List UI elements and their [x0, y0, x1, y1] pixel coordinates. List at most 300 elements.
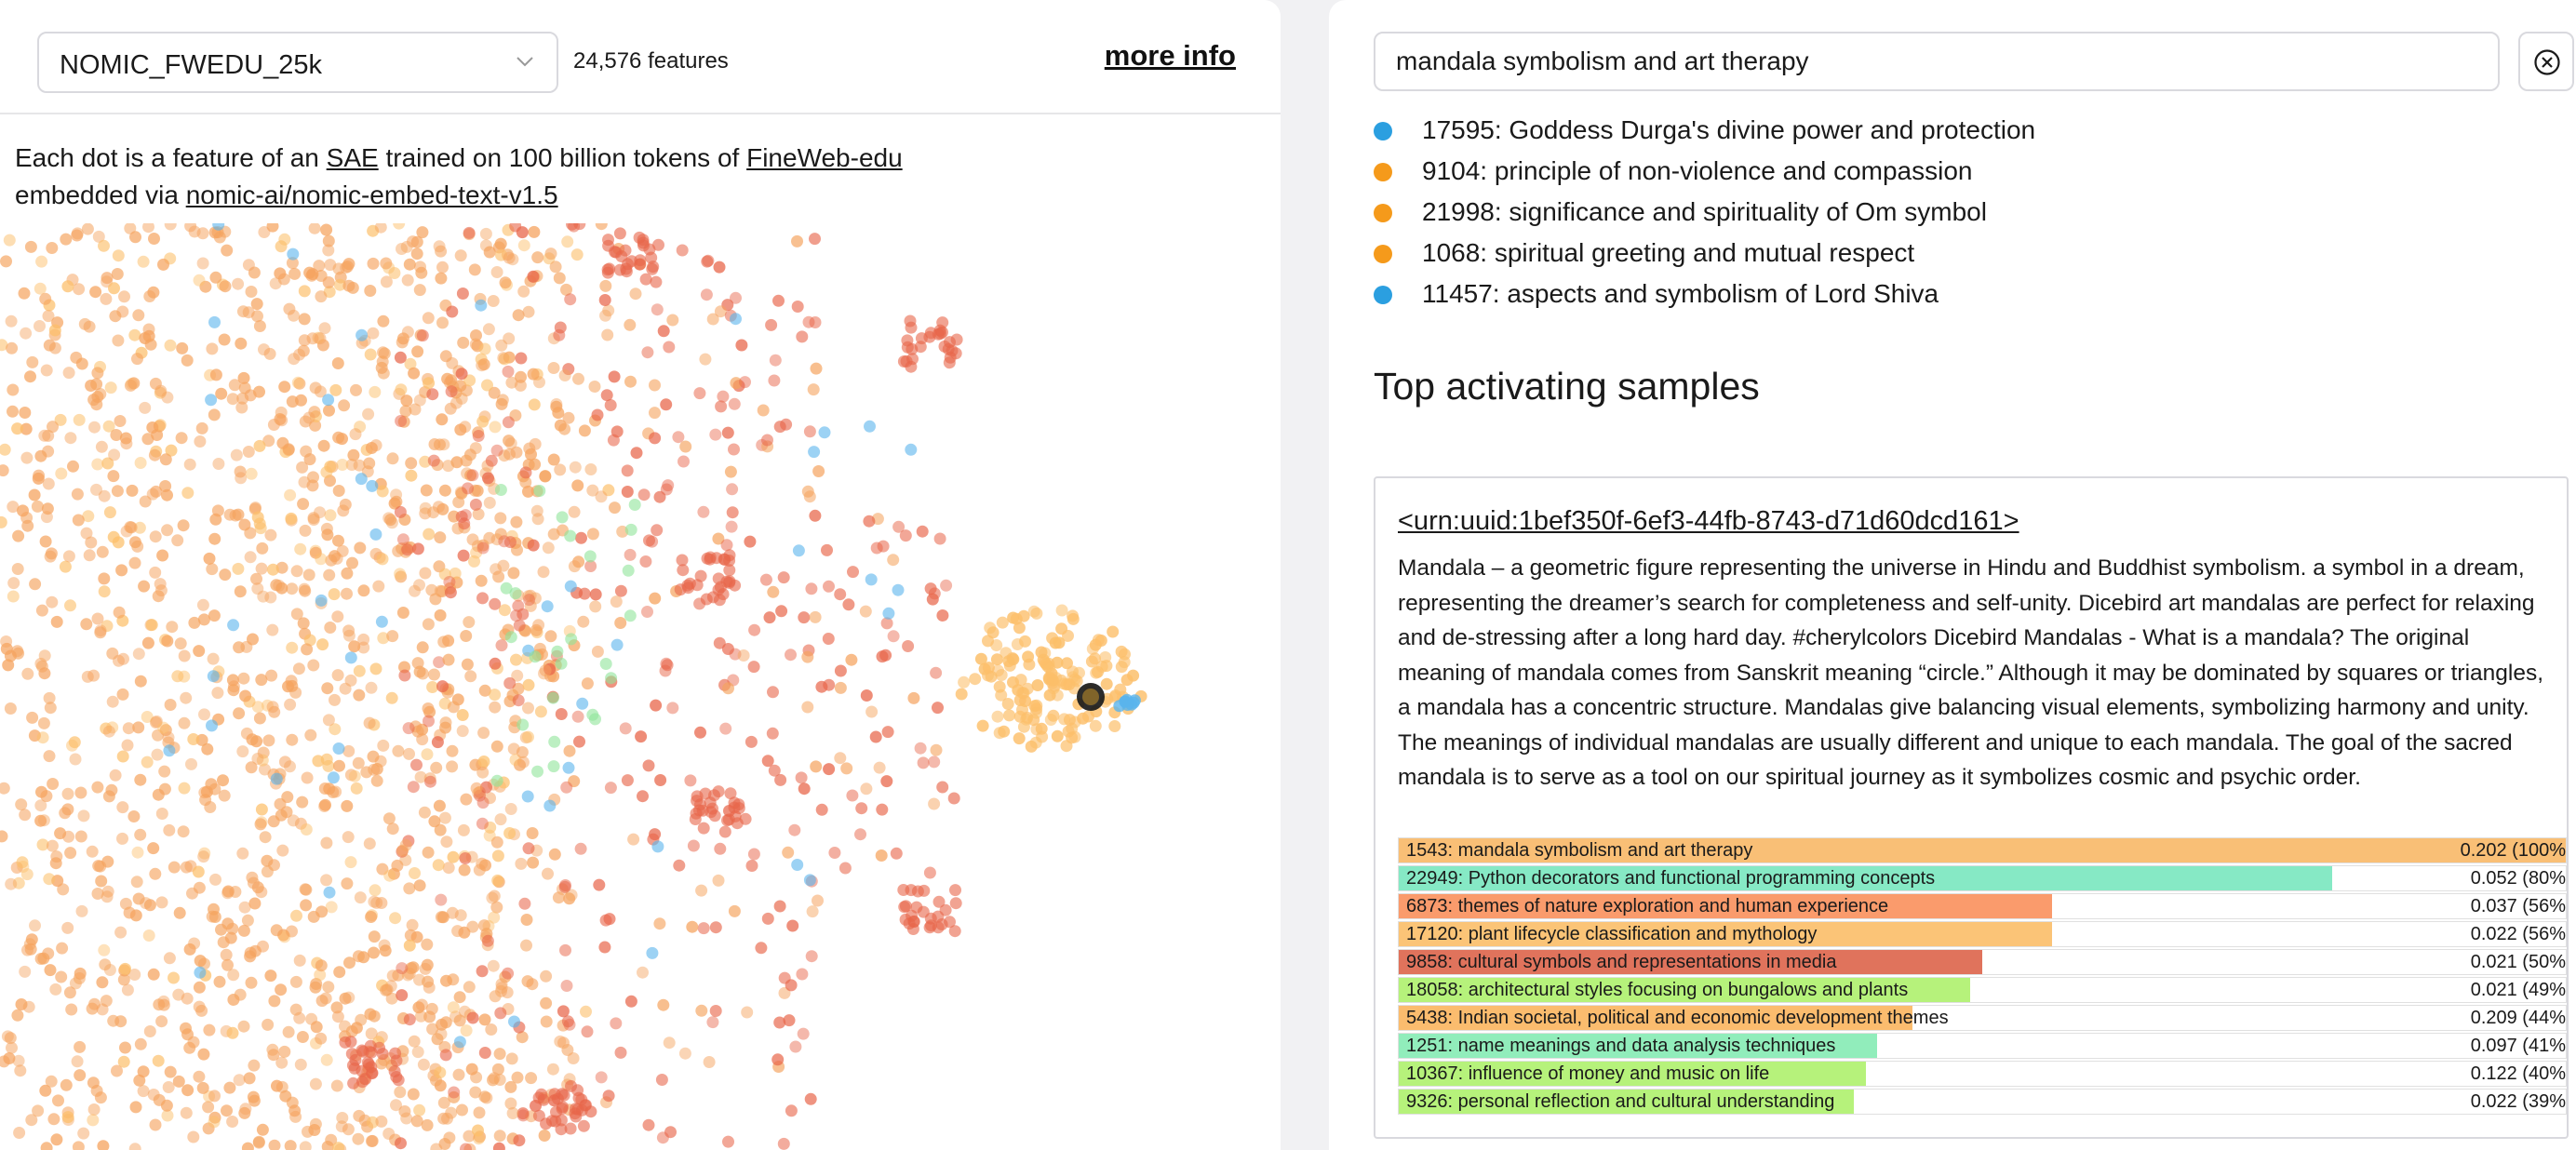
- feature-dot[interactable]: [376, 362, 388, 374]
- feature-dot[interactable]: [347, 449, 359, 461]
- feature-dot[interactable]: [242, 1143, 254, 1150]
- feature-dot[interactable]: [505, 631, 517, 643]
- feature-dot[interactable]: [475, 300, 487, 312]
- feature-dot[interactable]: [408, 1089, 420, 1101]
- feature-dot[interactable]: [5, 878, 17, 890]
- feature-dot[interactable]: [433, 501, 445, 513]
- feature-dot[interactable]: [470, 1071, 482, 1083]
- feature-dot[interactable]: [440, 975, 452, 987]
- feature-dot[interactable]: [624, 319, 636, 331]
- feature-dot[interactable]: [153, 1055, 165, 1067]
- feature-dot[interactable]: [236, 848, 248, 860]
- feature-dot[interactable]: [195, 1005, 208, 1017]
- feature-dot[interactable]: [404, 1013, 416, 1025]
- activation-row[interactable]: [1398, 865, 2567, 891]
- feature-dot[interactable]: [739, 376, 751, 388]
- feature-dot[interactable]: [806, 950, 818, 962]
- feature-dot[interactable]: [349, 770, 361, 782]
- feature-dot[interactable]: [34, 320, 46, 332]
- feature-dot[interactable]: [356, 473, 368, 485]
- feature-dot[interactable]: [69, 736, 81, 748]
- feature-dot[interactable]: [786, 920, 798, 932]
- feature-dot[interactable]: [142, 637, 154, 649]
- feature-dot[interactable]: [456, 368, 468, 380]
- feature-dot[interactable]: [603, 1090, 615, 1102]
- feature-dot[interactable]: [380, 258, 392, 270]
- feature-dot[interactable]: [469, 263, 481, 275]
- feature-dot[interactable]: [1053, 636, 1066, 649]
- feature-dot[interactable]: [127, 485, 139, 497]
- feature-dot[interactable]: [892, 584, 905, 596]
- feature-dot[interactable]: [501, 582, 513, 595]
- feature-dot[interactable]: [417, 668, 429, 680]
- feature-dot[interactable]: [243, 259, 255, 271]
- feature-dot[interactable]: [343, 956, 356, 969]
- feature-dot[interactable]: [7, 591, 20, 603]
- feature-dot[interactable]: [563, 762, 575, 774]
- feature-dot[interactable]: [291, 608, 303, 620]
- feature-dot[interactable]: [161, 635, 173, 648]
- feature-dot[interactable]: [497, 394, 509, 406]
- feature-dot[interactable]: [702, 255, 714, 267]
- feature-dot[interactable]: [391, 1055, 403, 1067]
- feature-dot[interactable]: [539, 470, 551, 482]
- feature-dot[interactable]: [342, 280, 355, 292]
- feature-dot[interactable]: [395, 383, 407, 395]
- feature-dot[interactable]: [1019, 635, 1031, 648]
- feature-dot[interactable]: [227, 969, 239, 981]
- feature-dot[interactable]: [771, 1053, 784, 1065]
- feature-dot[interactable]: [342, 831, 355, 843]
- feature-dot[interactable]: [741, 1007, 753, 1019]
- feature-dot[interactable]: [19, 809, 31, 821]
- feature-dot[interactable]: [33, 470, 45, 482]
- feature-dot[interactable]: [246, 761, 258, 773]
- feature-dot[interactable]: [864, 421, 876, 433]
- feature-dot[interactable]: [915, 742, 927, 755]
- feature-dot[interactable]: [586, 709, 598, 721]
- feature-dot[interactable]: [163, 824, 175, 836]
- feature-dot[interactable]: [543, 800, 556, 812]
- feature-dot[interactable]: [132, 309, 144, 321]
- feature-dot[interactable]: [133, 648, 145, 660]
- feature-dot[interactable]: [433, 859, 445, 871]
- feature-dot[interactable]: [256, 542, 268, 555]
- feature-dot[interactable]: [321, 1054, 333, 1066]
- feature-dot[interactable]: [958, 676, 970, 689]
- feature-dot[interactable]: [51, 616, 63, 628]
- feature-dot[interactable]: [448, 1001, 460, 1013]
- feature-dot[interactable]: [702, 553, 714, 565]
- feature-dot[interactable]: [439, 812, 451, 824]
- feature-dot[interactable]: [193, 645, 205, 657]
- feature-dot[interactable]: [138, 1065, 150, 1077]
- feature-dot[interactable]: [517, 608, 529, 621]
- feature-dot[interactable]: [481, 380, 493, 392]
- feature-dot[interactable]: [533, 485, 545, 497]
- feature-dot[interactable]: [108, 282, 120, 294]
- feature-dot[interactable]: [845, 654, 857, 666]
- feature-dot[interactable]: [75, 831, 87, 843]
- feature-dot[interactable]: [504, 1081, 517, 1093]
- feature-dot[interactable]: [201, 743, 213, 756]
- feature-dot[interactable]: [320, 466, 332, 478]
- feature-dot[interactable]: [321, 754, 333, 766]
- feature-dot[interactable]: [135, 1038, 147, 1050]
- feature-dot[interactable]: [210, 368, 222, 381]
- feature-dot[interactable]: [403, 748, 415, 760]
- feature-dot[interactable]: [798, 611, 810, 623]
- feature-dot[interactable]: [62, 831, 74, 843]
- feature-dot[interactable]: [579, 1100, 591, 1112]
- feature-dot[interactable]: [138, 581, 150, 593]
- feature-dot[interactable]: [538, 1094, 550, 1106]
- feature-dot[interactable]: [447, 745, 459, 757]
- feature-dot[interactable]: [785, 649, 797, 661]
- feature-dot[interactable]: [651, 303, 664, 315]
- feature-dot[interactable]: [35, 256, 47, 268]
- feature-dot[interactable]: [540, 664, 552, 676]
- feature-dot[interactable]: [635, 730, 647, 742]
- feature-dot[interactable]: [215, 388, 227, 400]
- feature-dot[interactable]: [196, 422, 208, 435]
- feature-dot[interactable]: [834, 588, 846, 600]
- feature-dot[interactable]: [840, 762, 852, 774]
- feature-dot[interactable]: [548, 760, 560, 772]
- feature-dot[interactable]: [701, 288, 713, 301]
- feature-dot[interactable]: [476, 416, 489, 428]
- feature-dot[interactable]: [166, 621, 178, 633]
- feature-dot[interactable]: [17, 856, 29, 868]
- feature-dot[interactable]: [477, 727, 490, 739]
- feature-dot[interactable]: [105, 381, 117, 394]
- feature-dot[interactable]: [455, 909, 467, 921]
- feature-dot[interactable]: [24, 938, 36, 950]
- feature-dot[interactable]: [270, 579, 282, 591]
- feature-dot[interactable]: [299, 313, 311, 325]
- feature-dot[interactable]: [264, 592, 276, 604]
- feature-dot[interactable]: [156, 808, 168, 820]
- feature-dot[interactable]: [928, 756, 940, 768]
- feature-dot[interactable]: [7, 406, 19, 418]
- feature-dot[interactable]: [1113, 700, 1125, 712]
- feature-dot[interactable]: [76, 905, 88, 917]
- feature-dot[interactable]: [677, 555, 689, 567]
- feature-dot[interactable]: [839, 862, 852, 875]
- feature-dot[interactable]: [124, 521, 136, 533]
- feature-dot[interactable]: [332, 357, 344, 369]
- feature-dot[interactable]: [434, 531, 446, 543]
- feature-dot[interactable]: [1108, 720, 1120, 732]
- feature-dot[interactable]: [729, 796, 741, 809]
- feature-dot[interactable]: [300, 1141, 312, 1150]
- feature-dot[interactable]: [342, 258, 355, 270]
- feature-dot[interactable]: [403, 882, 415, 894]
- feature-dot[interactable]: [306, 268, 318, 280]
- feature-dot[interactable]: [488, 912, 500, 924]
- feature-dot[interactable]: [370, 662, 382, 675]
- feature-dot[interactable]: [646, 947, 658, 959]
- feature-dot[interactable]: [695, 570, 707, 582]
- feature-dot[interactable]: [323, 405, 335, 417]
- related-feature-item[interactable]: [1374, 151, 2035, 192]
- feature-dot[interactable]: [283, 1026, 295, 1038]
- feature-dot[interactable]: [73, 515, 85, 527]
- feature-dot[interactable]: [353, 689, 365, 702]
- feature-dot[interactable]: [255, 674, 267, 686]
- feature-dot[interactable]: [131, 541, 143, 553]
- feature-dot[interactable]: [491, 836, 503, 849]
- feature-dot[interactable]: [99, 490, 111, 502]
- feature-dot[interactable]: [70, 754, 82, 766]
- feature-dot[interactable]: [556, 658, 568, 670]
- feature-dot[interactable]: [673, 860, 685, 872]
- feature-dot[interactable]: [223, 1082, 235, 1094]
- feature-dot[interactable]: [264, 348, 276, 360]
- feature-dot[interactable]: [652, 239, 664, 251]
- feature-dot[interactable]: [114, 607, 126, 619]
- feature-dot[interactable]: [274, 267, 286, 279]
- feature-dot[interactable]: [181, 1107, 193, 1119]
- feature-dot[interactable]: [23, 1001, 35, 1013]
- feature-dot[interactable]: [61, 922, 74, 934]
- feature-dot[interactable]: [316, 995, 329, 1007]
- feature-dot[interactable]: [49, 325, 61, 337]
- feature-dot[interactable]: [38, 717, 50, 729]
- feature-dot[interactable]: [602, 263, 614, 275]
- feature-dot[interactable]: [231, 449, 243, 461]
- feature-dot[interactable]: [443, 654, 455, 666]
- feature-dot[interactable]: [760, 574, 772, 586]
- feature-dot[interactable]: [410, 759, 423, 771]
- feature-dot[interactable]: [287, 248, 299, 261]
- feature-dot[interactable]: [454, 1036, 466, 1048]
- feature-dot[interactable]: [422, 748, 434, 760]
- feature-dot[interactable]: [493, 1143, 505, 1150]
- feature-dot[interactable]: [331, 1080, 343, 1092]
- feature-dot[interactable]: [29, 578, 41, 590]
- feature-dot[interactable]: [503, 677, 516, 689]
- feature-dot[interactable]: [43, 873, 55, 885]
- feature-dot[interactable]: [582, 1025, 594, 1037]
- feature-dot[interactable]: [78, 809, 90, 822]
- feature-dot[interactable]: [1015, 674, 1027, 686]
- feature-dot[interactable]: [0, 830, 8, 842]
- feature-dot[interactable]: [346, 557, 358, 569]
- feature-dot[interactable]: [345, 1036, 357, 1048]
- feature-dot[interactable]: [29, 489, 41, 501]
- feature-dot[interactable]: [208, 533, 221, 545]
- feature-dot[interactable]: [888, 630, 900, 642]
- feature-dot[interactable]: [343, 630, 356, 642]
- feature-dot[interactable]: [563, 412, 575, 424]
- feature-dot[interactable]: [491, 875, 503, 887]
- feature-dot[interactable]: [264, 529, 276, 542]
- feature-dot[interactable]: [299, 285, 311, 297]
- feature-dot[interactable]: [135, 675, 147, 688]
- feature-dot[interactable]: [5, 1032, 17, 1044]
- feature-dot[interactable]: [357, 634, 369, 646]
- feature-dot[interactable]: [237, 305, 249, 317]
- feature-dot[interactable]: [369, 930, 381, 943]
- feature-dot[interactable]: [62, 788, 74, 800]
- feature-dot[interactable]: [146, 619, 158, 631]
- feature-dot[interactable]: [208, 316, 221, 328]
- feature-dot[interactable]: [552, 407, 564, 419]
- feature-dot[interactable]: [434, 1066, 446, 1078]
- feature-dot[interactable]: [345, 856, 357, 868]
- feature-dot[interactable]: [390, 1099, 402, 1111]
- feature-dot[interactable]: [805, 1093, 817, 1105]
- feature-dot[interactable]: [572, 373, 584, 385]
- feature-dot[interactable]: [98, 944, 110, 956]
- feature-dot[interactable]: [983, 662, 995, 674]
- feature-dot[interactable]: [156, 550, 168, 562]
- feature-dot[interactable]: [206, 563, 218, 575]
- feature-dot[interactable]: [523, 679, 535, 691]
- feature-dot[interactable]: [704, 1056, 716, 1068]
- feature-dot[interactable]: [409, 1036, 421, 1048]
- feature-dot[interactable]: [488, 960, 500, 972]
- feature-dot[interactable]: [127, 810, 140, 822]
- feature-dot[interactable]: [994, 727, 1006, 739]
- feature-dot[interactable]: [459, 421, 471, 433]
- feature-dot[interactable]: [98, 572, 110, 584]
- feature-dot[interactable]: [460, 794, 472, 806]
- feature-dot[interactable]: [611, 639, 624, 651]
- feature-dot[interactable]: [232, 563, 244, 575]
- feature-dot[interactable]: [467, 1012, 479, 1024]
- feature-dot[interactable]: [880, 775, 892, 787]
- feature-dot[interactable]: [49, 342, 61, 354]
- feature-dot[interactable]: [386, 692, 398, 704]
- feature-dot[interactable]: [525, 1072, 537, 1084]
- feature-dot[interactable]: [206, 342, 218, 354]
- feature-dot[interactable]: [202, 1101, 214, 1113]
- feature-dot[interactable]: [462, 482, 474, 494]
- feature-dot[interactable]: [480, 239, 492, 251]
- feature-dot[interactable]: [804, 874, 816, 886]
- feature-dot[interactable]: [577, 616, 589, 628]
- feature-dot[interactable]: [556, 708, 568, 720]
- feature-dot[interactable]: [698, 822, 710, 835]
- feature-dot[interactable]: [774, 421, 786, 433]
- feature-dot[interactable]: [365, 911, 377, 923]
- feature-dot[interactable]: [564, 530, 576, 542]
- feature-dot[interactable]: [181, 487, 194, 499]
- feature-dot[interactable]: [515, 353, 527, 365]
- feature-dot[interactable]: [804, 425, 816, 437]
- feature-dot[interactable]: [414, 284, 426, 296]
- feature-dot[interactable]: [275, 1057, 288, 1069]
- feature-dot[interactable]: [197, 599, 209, 611]
- feature-dot[interactable]: [63, 550, 75, 562]
- feature-dot[interactable]: [252, 512, 264, 524]
- feature-dot[interactable]: [600, 658, 612, 670]
- feature-dot[interactable]: [860, 606, 872, 618]
- feature-dot[interactable]: [112, 268, 124, 280]
- feature-dot[interactable]: [110, 769, 122, 782]
- feature-dot[interactable]: [332, 669, 344, 681]
- feature-dot[interactable]: [1039, 648, 1051, 660]
- feature-dot[interactable]: [458, 927, 470, 939]
- feature-dot[interactable]: [245, 551, 257, 563]
- feature-dot[interactable]: [185, 758, 197, 770]
- feature-dot[interactable]: [629, 499, 641, 511]
- feature-dot[interactable]: [308, 514, 320, 526]
- feature-dot[interactable]: [573, 736, 585, 748]
- feature-dot[interactable]: [688, 840, 700, 852]
- feature-dot[interactable]: [520, 466, 532, 478]
- feature-dot[interactable]: [308, 406, 320, 418]
- feature-dot[interactable]: [828, 847, 840, 859]
- feature-dot[interactable]: [992, 711, 1004, 723]
- feature-dot[interactable]: [238, 1107, 250, 1119]
- feature-dot[interactable]: [924, 867, 936, 879]
- feature-dot[interactable]: [474, 864, 486, 876]
- feature-dot[interactable]: [153, 789, 165, 801]
- feature-dot[interactable]: [301, 823, 313, 836]
- feature-dot[interactable]: [1090, 720, 1102, 732]
- feature-dot[interactable]: [576, 698, 588, 710]
- feature-dot[interactable]: [338, 399, 350, 411]
- feature-dot[interactable]: [20, 328, 32, 340]
- feature-dot[interactable]: [900, 529, 912, 542]
- feature-dot[interactable]: [89, 286, 101, 298]
- feature-dot[interactable]: [502, 986, 514, 998]
- feature-dot[interactable]: [342, 992, 355, 1004]
- feature-dot[interactable]: [590, 588, 602, 600]
- feature-dot[interactable]: [15, 798, 27, 810]
- feature-dot[interactable]: [874, 762, 886, 774]
- feature-dot[interactable]: [161, 392, 173, 404]
- feature-dot[interactable]: [353, 757, 365, 769]
- feature-dot[interactable]: [458, 824, 470, 836]
- feature-dot[interactable]: [710, 1005, 722, 1017]
- feature-dot[interactable]: [950, 897, 962, 909]
- feature-dot[interactable]: [698, 922, 710, 934]
- feature-dot[interactable]: [288, 353, 300, 365]
- feature-dot[interactable]: [203, 1024, 215, 1036]
- feature-dot[interactable]: [87, 846, 99, 858]
- feature-dot[interactable]: [559, 944, 571, 956]
- feature-dot[interactable]: [310, 1078, 322, 1090]
- activation-row[interactable]: [1398, 921, 2567, 947]
- feature-dot[interactable]: [116, 833, 128, 845]
- feature-dot[interactable]: [565, 633, 577, 645]
- feature-dot[interactable]: [35, 786, 47, 798]
- feature-dot[interactable]: [478, 358, 490, 370]
- feature-dot[interactable]: [323, 276, 335, 288]
- feature-dot[interactable]: [278, 234, 290, 246]
- feature-dot[interactable]: [0, 782, 10, 795]
- feature-dot[interactable]: [328, 771, 340, 783]
- feature-dot[interactable]: [809, 233, 821, 245]
- feature-dot[interactable]: [456, 393, 468, 405]
- feature-dot[interactable]: [443, 1131, 455, 1143]
- feature-dot[interactable]: [73, 283, 85, 295]
- feature-dot[interactable]: [107, 470, 119, 482]
- feature-dot[interactable]: [226, 923, 238, 935]
- feature-dot[interactable]: [97, 546, 109, 558]
- feature-dot[interactable]: [480, 228, 492, 240]
- feature-dot[interactable]: [208, 1090, 221, 1102]
- feature-dot[interactable]: [559, 881, 571, 893]
- feature-dot[interactable]: [503, 366, 515, 378]
- feature-dot[interactable]: [74, 414, 86, 426]
- feature-dot[interactable]: [490, 658, 502, 670]
- feature-dot[interactable]: [350, 384, 362, 396]
